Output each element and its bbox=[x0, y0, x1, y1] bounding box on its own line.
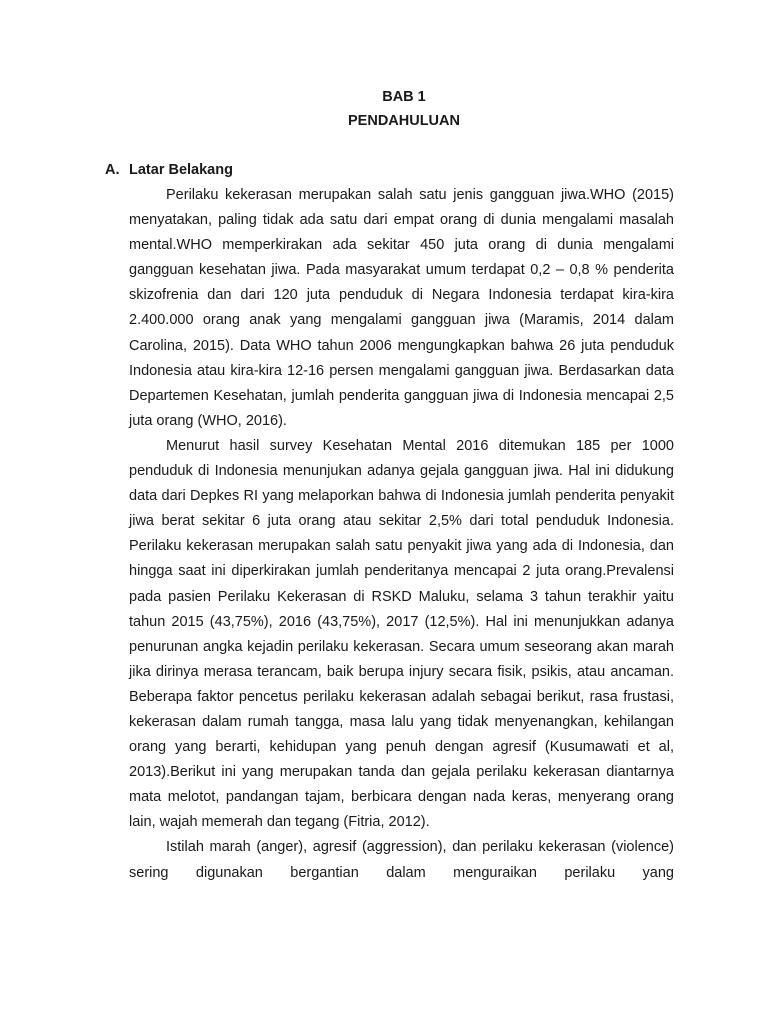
section-heading bbox=[105, 161, 233, 179]
paragraph-3: Istilah marah (anger), agresif (aggression), dan perilaku kekerasan (violence) sering digunakan bergantian dalam menguraikan perilaku yang bbox=[129, 839, 674, 881]
chapter-title: PENDAHULUAN bbox=[348, 113, 460, 129]
section-title: Latar Belakang bbox=[129, 162, 233, 178]
body-text bbox=[129, 183, 674, 886]
paragraph-2: Menurut hasil survey Kesehatan Mental 2016 ditemukan 185 per 1000 penduduk di Indonesia menunjukan adanya gejala gangguan jiwa. Hal ini didukung data dari Depkes RI yang melaporkan bahwa di Indonesia jumlah penderita penyakit jiwa berat sekitar 6 juta orang atau sekitar 2,5% dari total penduduk Indonesia. Perilaku kekerasan merupakan salah satu penyakit jiwa yang ada di Indonesia, dan hingga saat ini diperkirakan jumlah penderitanya mencapai 2 juta orang.Prevalensi pada pasien Perilaku Kekerasan di RSKD Maluku, selama 3 tahun terakhir yaitu tahun 2015 (43,75%), 2016 (43,75%), 2017 (12,5%). Hal ini menunjukkan adanya penurunan angka kejadin perilaku kekerasan. Secara umum seseorang akan marah jika dirinya merasa terancam, baik berupa injury secara fisik, psikis, atau ancaman. Beberapa faktor pencetus perilaku kekerasan adalah sebagai berikut, rasa frustasi, kekerasan dalam rumah tangga, masa lalu yang tidak menyenangkan, kehilangan orang yang berarti, kehidupan yang penuh dengan agresif (Kusumawati et al, 2013).Berikut ini yang merupakan tanda dan gejala perilaku kekerasan diantarnya mata melotot, pandangan tajam, berbicara dengan nada keras, menyerang orang lain, wajah memerah dan tegang (Fitria, 2012). bbox=[129, 437, 674, 831]
chapter-number: BAB 1 bbox=[382, 89, 426, 105]
section-letter: A. bbox=[105, 162, 120, 178]
paragraph-1: Perilaku kekerasan merupakan salah satu jenis gangguan jiwa.WHO (2015) menyatakan, paling tidak ada satu dari empat orang di dunia mengalami masalah mental.WHO memperkirakan ada sekitar 450 juta orang di dunia mengalami gangguan kesehatan jiwa. Pada masyarakat umum terdapat 0,2 – 0,8 % penderita skizofrenia dan dari 120 juta penduduk di Negara Indonesia terdapat kira-kira 2.400.000 orang anak yang mengalami gangguan jiwa (Maramis, 2014 dalam Carolina, 2015). Data WHO tahun 2006 mengungkapkan bahwa 26 juta penduduk Indonesia atau kira-kira 12-16 persen mengalami gangguan jiwa. Berdasarkan data Departemen Kesehatan, jumlah penderita gangguan jiwa di Indonesia mencapai 2,5 juta orang (WHO, 2016). bbox=[129, 187, 674, 429]
